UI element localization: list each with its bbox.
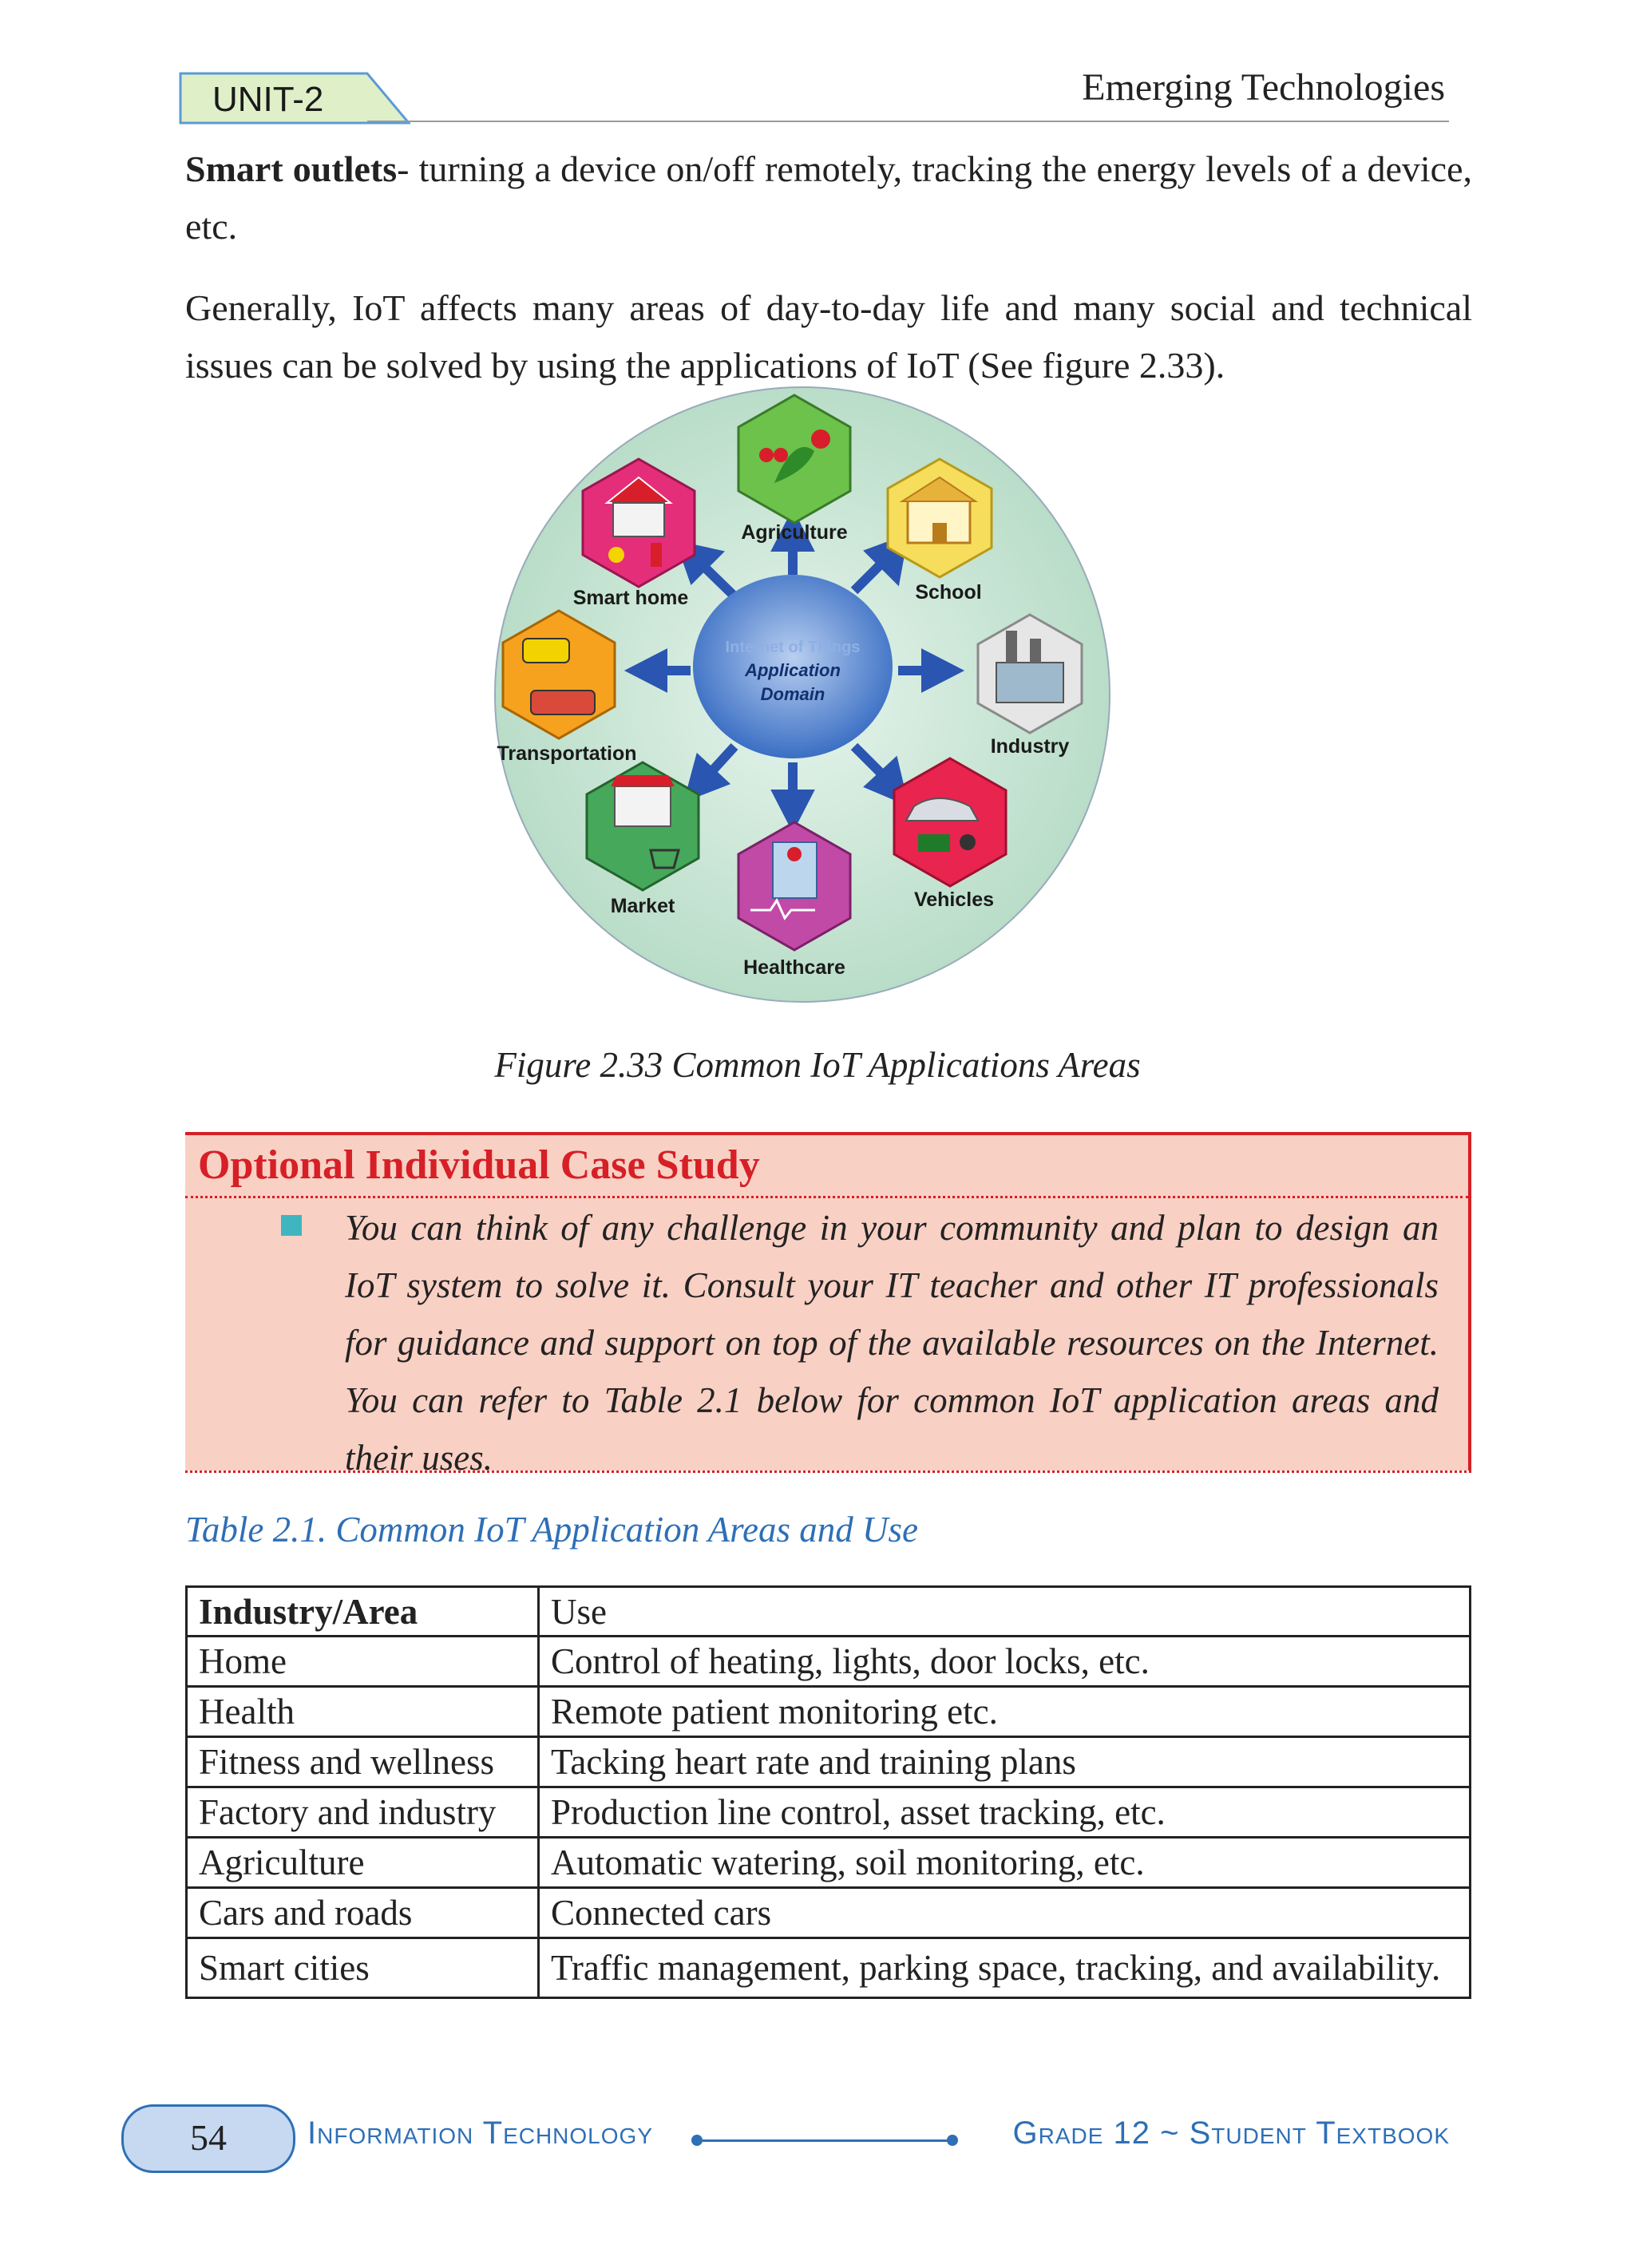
iot-application-diagram xyxy=(479,383,1126,1006)
label-agriculture: Agriculture xyxy=(741,521,848,544)
cell-area: Health xyxy=(187,1687,539,1737)
label-healthcare: Healthcare xyxy=(743,956,845,979)
case-study-divider xyxy=(185,1196,1468,1198)
label-market: Market xyxy=(610,895,675,917)
cell-use: Control of heating, lights, door locks, etc. xyxy=(539,1637,1471,1687)
smart-outlets-term: Smart outlets xyxy=(185,148,398,189)
table-row xyxy=(187,1737,1471,1787)
smart-outlets-desc: - turning a device on/off remotely, tracking the energy levels of a device, etc. xyxy=(185,148,1472,247)
footer-grade: Grade 12 ~ Student Textbook xyxy=(1012,2116,1450,2151)
label-industry: Industry xyxy=(990,735,1070,758)
table-header-row xyxy=(187,1587,1471,1637)
cell-area: Smart cities xyxy=(187,1938,539,1998)
header-title: Emerging Technologies xyxy=(1082,66,1445,109)
footer-subject: Information Technology xyxy=(307,2116,653,2151)
cell-use: Traffic management, parking space, tracking, and availability. xyxy=(539,1938,1471,1998)
table-row xyxy=(187,1787,1471,1838)
iot-areas-table xyxy=(185,1585,1471,1999)
train-icon xyxy=(531,691,595,714)
cell-use: Remote patient monitoring etc. xyxy=(539,1687,1471,1737)
header-industry-area: Industry/Area xyxy=(187,1587,539,1637)
footer-dot-right xyxy=(947,2135,958,2146)
shop-icon xyxy=(615,786,671,826)
label-smart-home: Smart home xyxy=(572,587,689,609)
cell-use: Connected cars xyxy=(539,1888,1471,1938)
case-study-text: You can think of any challenge in your community and plan to design an IoT system to solve it. Consult your IT teacher and other IT professionals for guidance and support on top of the available resources on the Internet. You can refer to Table 2.1 below for common IoT application areas and their uses. xyxy=(345,1208,1439,1478)
table-row xyxy=(187,1637,1471,1687)
taxi-icon xyxy=(523,639,569,663)
unit-tab xyxy=(179,72,410,125)
footer-rule xyxy=(698,2139,952,2142)
header-use: Use xyxy=(539,1587,1471,1637)
cell-area: Agriculture xyxy=(187,1838,539,1888)
center-line2: Application xyxy=(745,660,841,680)
square-bullet-icon xyxy=(281,1215,302,1236)
unit-label: UNIT-2 xyxy=(212,80,324,119)
case-study-bottom-border xyxy=(185,1470,1471,1473)
label-school: School xyxy=(915,581,982,604)
cell-use: Automatic watering, soil monitoring, etc. xyxy=(539,1838,1471,1888)
cell-area: Fitness and wellness xyxy=(187,1737,539,1787)
paragraph-iot-general: Generally, IoT affects many areas of day-to-day life and many social and technical issues can be solved by using the applications of IoT (See figure 2.33). xyxy=(185,287,1472,386)
header-rule xyxy=(367,121,1449,122)
cell-use: Tacking heart rate and training plans xyxy=(539,1737,1471,1787)
table-row xyxy=(187,1838,1471,1888)
cell-area: Home xyxy=(187,1637,539,1687)
factory-icon xyxy=(996,663,1063,703)
cell-use: Production line control, asset tracking, etc. xyxy=(539,1787,1471,1838)
paragraph-smart-outlets xyxy=(185,141,1472,255)
iot-diagram-svg xyxy=(479,383,1126,1006)
case-study-box xyxy=(185,1132,1471,1478)
center-line3: Domain xyxy=(760,684,825,704)
cell-area: Cars and roads xyxy=(187,1888,539,1938)
page-number-badge xyxy=(121,2104,295,2173)
table-caption: Table 2.1. Common IoT Application Areas and Use xyxy=(185,1510,918,1550)
label-transportation: Transportation xyxy=(497,742,637,765)
figure-caption: Figure 2.33 Common IoT Applications Areas xyxy=(494,1045,1141,1085)
cell-area: Factory and industry xyxy=(187,1787,539,1838)
case-study-title: Optional Individual Case Study xyxy=(198,1142,760,1188)
table-row xyxy=(187,1888,1471,1938)
table-row xyxy=(187,1938,1471,1998)
page-number: 54 xyxy=(190,2117,227,2158)
table-row xyxy=(187,1687,1471,1737)
center-line1: Internet of Things xyxy=(725,639,861,656)
label-vehicles: Vehicles xyxy=(913,889,995,911)
